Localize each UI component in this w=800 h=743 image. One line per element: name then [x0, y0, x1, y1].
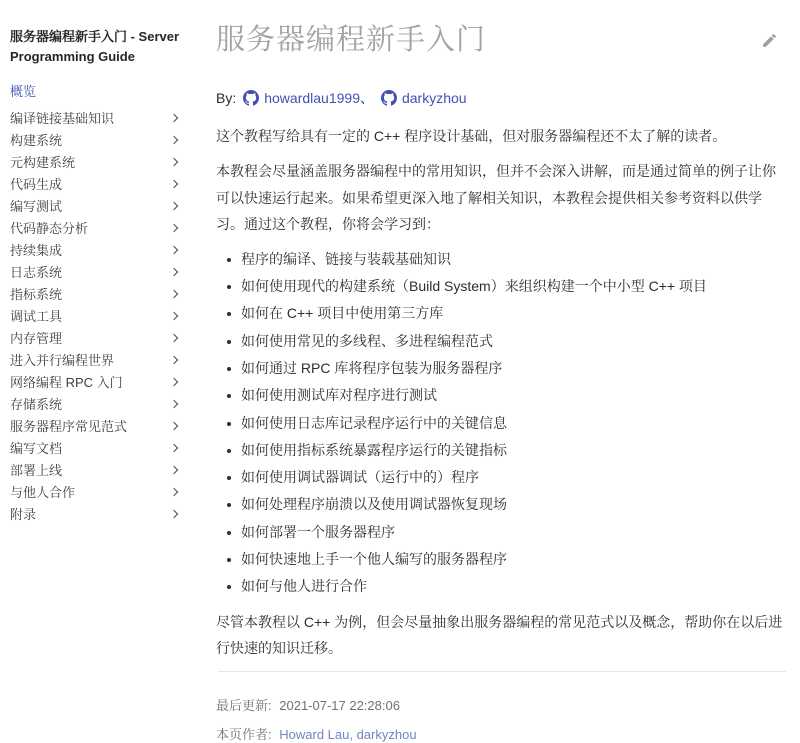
sidebar-item-compile-link-basics[interactable] — [10, 106, 186, 128]
list-item: 如何使用现代的构建系统（Build System）来组织构建一个中小型 C++ 项目 — [216, 273, 788, 300]
sidebar-item-label: 构建系统 — [10, 132, 63, 148]
closing-paragraph: 尽管本教程以 C++ 为例，但会尽量抽象出服务器编程的常见范式以及概念，帮助你在以后进行快速的知识迁移。 — [216, 613, 783, 657]
sidebar-item-label: 编译链接基础知识 — [10, 110, 115, 126]
sidebar-item-memory-management[interactable] — [10, 326, 186, 348]
sidebar-item-storage-system[interactable] — [10, 392, 186, 414]
overview-paragraph: 本教程会尽量涵盖服务器编程中的常用知识，但并不会深入讲解，而是通过简单的例子让你可以快速运行起来。如果希望更深入地了解相关知识，本教程会提供相关参考资料以供学习。通过这个教程，你将会学习到： — [216, 162, 776, 233]
author-link-howardlau1999[interactable] — [243, 90, 360, 106]
sidebar-item-writing-docs[interactable] — [10, 436, 186, 458]
chevron-right-icon — [170, 355, 178, 363]
author-name: darkyzhou — [401, 90, 467, 107]
list-item: 如何快速地上手一个他人编写的服务器程序 — [216, 546, 788, 573]
list-item: 如何与他人进行合作 — [216, 573, 788, 600]
chevron-right-icon — [170, 201, 178, 209]
chevron-right-icon — [170, 465, 178, 473]
page-authors — [216, 724, 788, 743]
sidebar-item-label: 指标系统 — [10, 286, 63, 302]
list-item: 如何通过 RPC 库将程序包装为服务器程序 — [216, 355, 788, 382]
last-updated-label: 最后更新: — [216, 697, 272, 713]
sidebar-item-code-generation[interactable] — [10, 172, 186, 194]
edit-icon[interactable] — [761, 32, 778, 49]
sidebar-item-appendix[interactable] — [10, 502, 186, 524]
chevron-right-icon — [170, 443, 178, 451]
last-updated — [216, 695, 788, 714]
byline — [216, 88, 788, 108]
sidebar-item-label: 元构建系统 — [10, 154, 76, 170]
main-content — [196, 0, 800, 742]
author-link-darkyzhou[interactable] — [381, 90, 467, 106]
chevron-right-icon — [170, 399, 178, 407]
list-item: 程序的编译、链接与装载基础知识 — [216, 246, 788, 273]
sidebar-item-label: 存储系统 — [10, 396, 63, 412]
list-item: 如何在 C++ 项目中使用第三方库 — [216, 300, 788, 327]
list-item: 如何使用调试器调试（运行中的）程序 — [216, 464, 788, 491]
sidebar-item-meta-build-system[interactable] — [10, 150, 186, 172]
byline-separator: 、 — [359, 90, 374, 107]
sidebar-item-label: 编写测试 — [10, 198, 63, 214]
chevron-right-icon — [170, 267, 178, 275]
sidebar-item-label: 内存管理 — [10, 330, 63, 346]
chevron-right-icon — [170, 377, 178, 385]
sidebar-item-overview[interactable]: 概览 — [10, 84, 37, 99]
chevron-right-icon — [170, 245, 178, 253]
sidebar-item-label: 调试工具 — [10, 308, 63, 324]
sidebar-item-label: 代码生成 — [10, 176, 63, 192]
sidebar-item-label: 与他人合作 — [10, 484, 76, 500]
chevron-right-icon — [170, 135, 178, 143]
sidebar-item-parallel-programming[interactable] — [10, 348, 186, 370]
chevron-right-icon — [170, 421, 178, 429]
sidebar-item-label: 日志系统 — [10, 264, 63, 280]
sidebar — [0, 0, 196, 719]
chevron-right-icon — [170, 509, 178, 517]
page-title: 服务器编程新手入门 — [216, 24, 487, 56]
list-item: 如何使用指标系统暴露程序运行的关键指标 — [216, 437, 788, 464]
sidebar-nav — [10, 106, 186, 524]
chevron-right-icon — [170, 179, 178, 187]
github-icon — [381, 90, 397, 106]
chevron-right-icon — [170, 333, 178, 341]
page-authors-label: 本页作者: — [216, 726, 272, 742]
chevron-right-icon — [170, 289, 178, 297]
list-item: 如何部署一个服务器程序 — [216, 519, 788, 546]
sidebar-item-label: 进入并行编程世界 — [10, 352, 115, 368]
sidebar-item-debugging-tools[interactable] — [10, 304, 186, 326]
byline-prefix: By: — [216, 90, 237, 107]
sidebar-item-label: 代码静态分析 — [10, 220, 89, 236]
article-header — [216, 24, 788, 57]
list-item: 如何使用常见的多线程、多进程编程范式 — [216, 328, 788, 355]
author-name: howardlau1999 — [264, 90, 360, 107]
chevron-right-icon — [170, 311, 178, 319]
sidebar-item-label: 附录 — [10, 506, 37, 522]
last-updated-value: 2021-07-17 22:28:06 — [279, 697, 400, 713]
list-item: 如何使用测试库对程序进行测试 — [216, 382, 788, 409]
sidebar-item-collaboration[interactable] — [10, 480, 186, 502]
learning-list — [216, 246, 788, 601]
page-authors-link[interactable]: Howard Lau, darkyzhou — [279, 726, 417, 742]
intro-paragraph: 这个教程写给具有一定的 C++ 程序设计基础，但对服务器编程还不太了解的读者。 — [216, 128, 727, 145]
sidebar-item-label: 服务器程序常见范式 — [10, 418, 128, 434]
sidebar-item-label: 网络编程 RPC 入门 — [10, 374, 123, 390]
sidebar-item-metrics-system[interactable] — [10, 282, 186, 304]
github-icon — [243, 90, 259, 106]
divider — [218, 671, 786, 672]
chevron-right-icon — [170, 223, 178, 231]
chevron-right-icon — [170, 157, 178, 165]
sidebar-item-static-analysis[interactable] — [10, 216, 186, 238]
sidebar-item-label: 部署上线 — [10, 462, 63, 478]
sidebar-item-build-system[interactable] — [10, 128, 186, 150]
chevron-right-icon — [170, 487, 178, 495]
sidebar-item-deployment[interactable] — [10, 458, 186, 480]
sidebar-item-label: 持续集成 — [10, 242, 63, 258]
list-item: 如何处理程序崩溃以及使用调试器恢复现场 — [216, 491, 788, 518]
list-item: 如何使用日志库记录程序运行中的关键信息 — [216, 410, 788, 437]
sidebar-item-logging-system[interactable] — [10, 260, 186, 282]
sidebar-item-network-rpc[interactable] — [10, 370, 186, 392]
chevron-right-icon — [170, 113, 178, 121]
sidebar-item-writing-tests[interactable] — [10, 194, 186, 216]
sidebar-title: 服务器编程新手入门 - Server Programming Guide — [10, 29, 180, 64]
sidebar-item-server-patterns[interactable] — [10, 414, 186, 436]
sidebar-item-label: 编写文档 — [10, 440, 63, 456]
sidebar-item-continuous-integration[interactable] — [10, 238, 186, 260]
